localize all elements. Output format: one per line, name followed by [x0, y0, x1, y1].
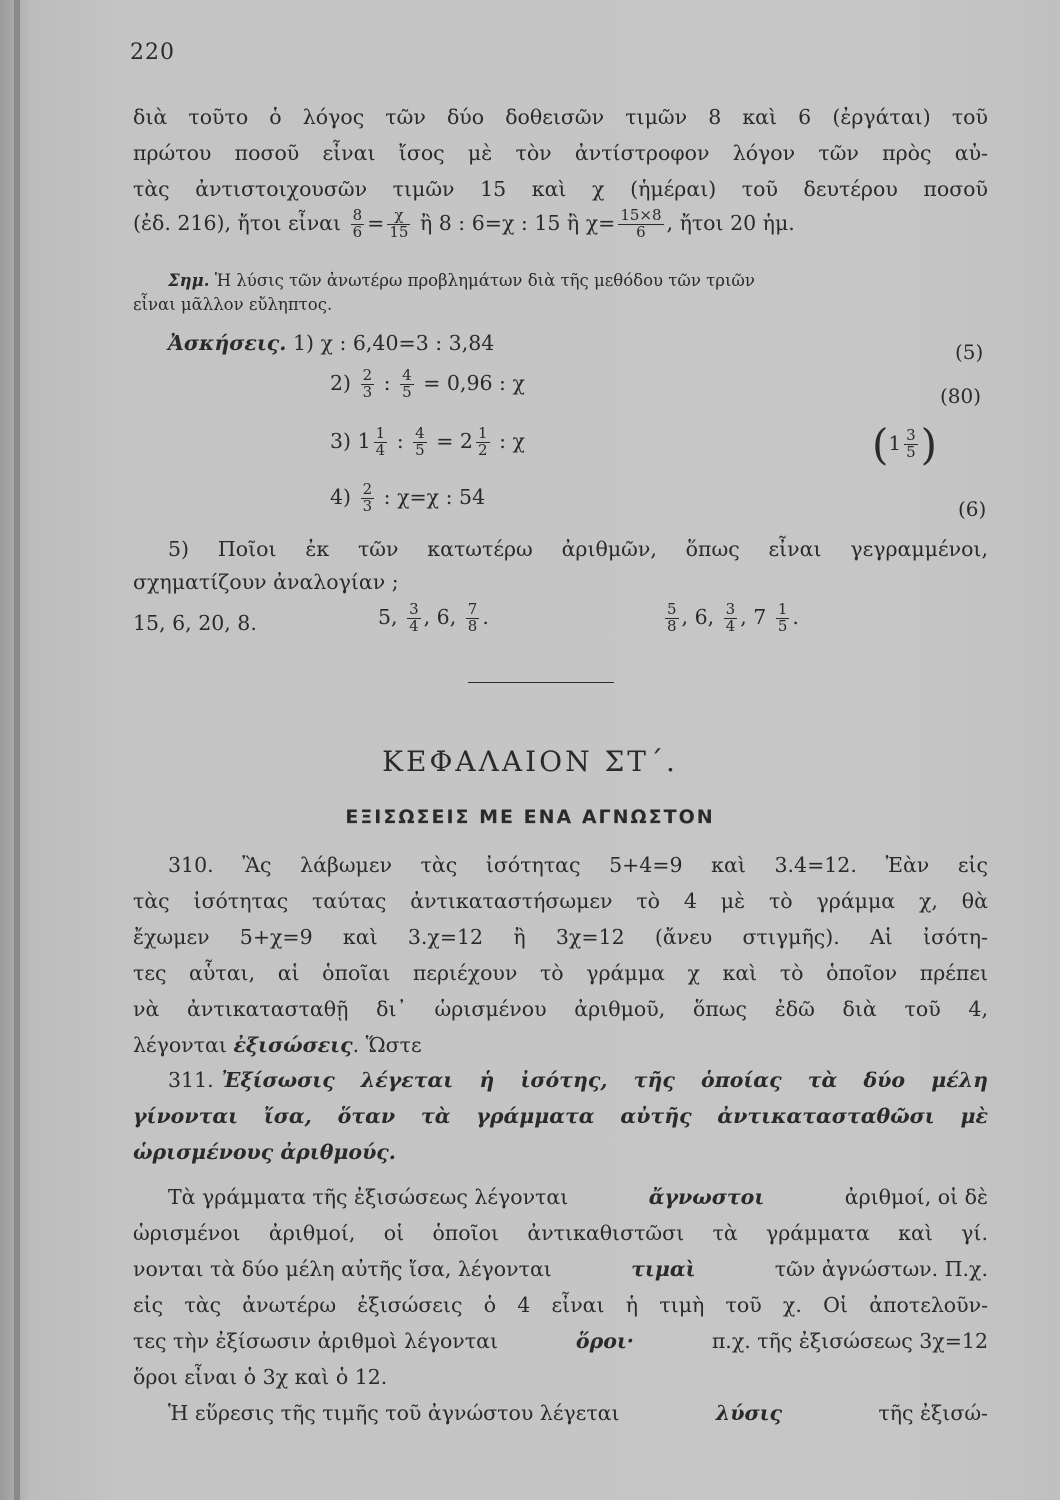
page-number: 220 [130, 40, 175, 65]
exercise-5-set-1: 15, 6, 20, 8. [133, 611, 257, 635]
fraction-8-6: $\frac{8}{6}$ [352, 206, 363, 241]
exercise-1-answer: (5) [955, 340, 984, 364]
terms-line-4: εἰς τὰς ἀνωτέρω ἐξισώσεις ὁ 4 εἶναι ἡ τιμὴ τοῦ χ. Οἱ ἀποτελοῦν- [133, 1293, 988, 1317]
fraction-x-15: $\frac{\chi}{15}$ [389, 206, 409, 241]
exercise-5-set-3: $\frac{5}{8}$ , 6, $\frac{3}{4}$ , 7 $\frac{1}{5}$ . [667, 600, 799, 635]
solution-line-1: Ἡ εὕρεσις τῆς τιμῆς τοῦ ἀγνώστου λέγεται λύσις τῆς ἐξισώ- [168, 1401, 988, 1425]
exercise-5-line-2: σχηματίζουν ἀναλογίαν ; [133, 570, 399, 594]
exercise-3-answer: (1 $\frac{3}{5}$ ) [872, 420, 938, 469]
intro-line-2: πρώτου ποσοῦ εἶναι ἴσος μὲ τὸν ἀντίστροφον λόγον τῶν πρὸς αὐ- [133, 141, 988, 165]
s310-line-3: ἔχωμεν 5+χ=9 καὶ 3.χ=12 ἢ 3χ=12 (ἄνευ στιγμῆς). Αἱ ἰσότη- [133, 925, 988, 949]
s311-line-3: ὡρισμένους ἀριθμούς. [133, 1140, 396, 1164]
intro-line-4: (ἐδ. 216), ἤτοι εἶναι $\frac{8}{6}$ = $\frac{\chi}{15}$ ἢ 8 : 6=χ : 15 ἢ χ= $\frac{15\times 8}{6}$ , ἤτοι 20 ἡμ. [133, 206, 795, 241]
exercise-2-answer: (80) [940, 384, 982, 408]
exercise-4: 4) $\frac{2}{3}$ : χ=χ : 54 [330, 480, 486, 515]
terms-line-1: Τὰ γράμματα τῆς ἐξισώσεως λέγονται ἄγνωστοι ἀριθμοί, οἱ δὲ [168, 1185, 988, 1209]
note-line-2: εἶναι μᾶλλον εὔληπτος. [133, 295, 333, 314]
terms-line-5: τες τὴν ἐξίσωσιν ἀριθμοὶ λέγονται ὅροι· π.χ. τῆς ἐξισώσεως 3χ=12 [133, 1329, 988, 1353]
s310-line-5: νὰ ἀντικατασταθῇ δι᾽ ὡρισμένου ἀριθμοῦ, ὅπως ἐδῶ διὰ τοῦ 4, [133, 997, 988, 1021]
exercise-5-line-1: 5) Ποῖοι ἐκ τῶν κατωτέρω ἀριθμῶν, ὅπως εἶναι γεγραμμένοι, [168, 537, 988, 561]
exercise-4-answer: (6) [958, 497, 987, 521]
terms-line-2: ὡρισμένοι ἀριθμοί, οἱ ὁποῖοι ἀντικαθιστῶσι τὰ γράμματα καὶ γί. [133, 1221, 988, 1245]
note-line-1: Σημ. Ἡ λύσις τῶν ἀνωτέρω προβλημάτων διὰ τῆς μεθόδου τῶν τριῶν [168, 271, 755, 290]
exercise-5-set-2: 5, $\frac{3}{4}$ , 6, $\frac{7}{8}$ . [378, 600, 489, 635]
s310-line-2: τὰς ἰσότητας ταύτας ἀντικαταστήσωμεν τὸ 4 μὲ τὸ γράμμα χ, θὰ [133, 889, 988, 913]
s310-line-6: λέγονται ἐξισώσεις. Ὥστε [133, 1033, 422, 1057]
s311-line-2: γίνονται ἴσα, ὅταν τὰ γράμματα αὐτῆς ἀντικατασταθῶσι μὲ [133, 1104, 988, 1128]
section-divider [468, 682, 614, 683]
exercise-1: Ἀσκήσεις. 1) χ : 6,40=3 : 3,84 [168, 331, 495, 355]
intro-line-1: διὰ τοῦτο ὁ λόγος τῶν δύο δοθεισῶν τιμῶν 8 καὶ 6 (ἐργάται) τοῦ [133, 105, 988, 129]
chapter-title: ΚΕΦΑΛΑΙΟΝ ΣΤ΄. [382, 745, 678, 778]
s311-line-1: 311. Ἐξίσωσις λέγεται ἡ ἰσότης, τῆς ὁποίας τὰ δύο μέλη [168, 1068, 988, 1092]
chapter-subtitle: ΕΞΙΣΩΣΕΙΣ ΜΕ ΕΝΑ ΑΓΝΩΣΤΟΝ [345, 806, 715, 828]
intro-line-3: τὰς ἀντιστοιχουσῶν τιμῶν 15 καὶ χ (ἡμέραι) τοῦ δευτέρου ποσοῦ [133, 177, 988, 201]
s310-line-4: τες αὗται, αἱ ὁποῖαι περιέχουν τὸ γράμμα χ καὶ τὸ ὁποῖον πρέπει [133, 961, 988, 985]
exercise-2: 2) $\frac{2}{3}$ : $\frac{4}{5}$ = 0,96 : χ [330, 366, 525, 401]
s310-line-1: 310. Ἂς λάβωμεν τὰς ἰσότητας 5+4=9 καὶ 3.4=12. Ἐὰν εἰς [168, 853, 988, 877]
terms-line-6: ὅροι εἶναι ὁ 3χ καὶ ὁ 12. [133, 1365, 388, 1389]
fraction-15x8-6: $\frac{15\times 8}{6}$ [620, 206, 662, 241]
exercise-3: 3) 1 $\frac{1}{4}$ : $\frac{4}{5}$ = 2 $\frac{1}{2}$ : χ [330, 424, 525, 459]
terms-line-3: νονται τὰ δύο μέλη αὐτῆς ἴσα, λέγονται τιμαὶ τῶν ἀγνώστων. Π.χ. [133, 1257, 988, 1281]
